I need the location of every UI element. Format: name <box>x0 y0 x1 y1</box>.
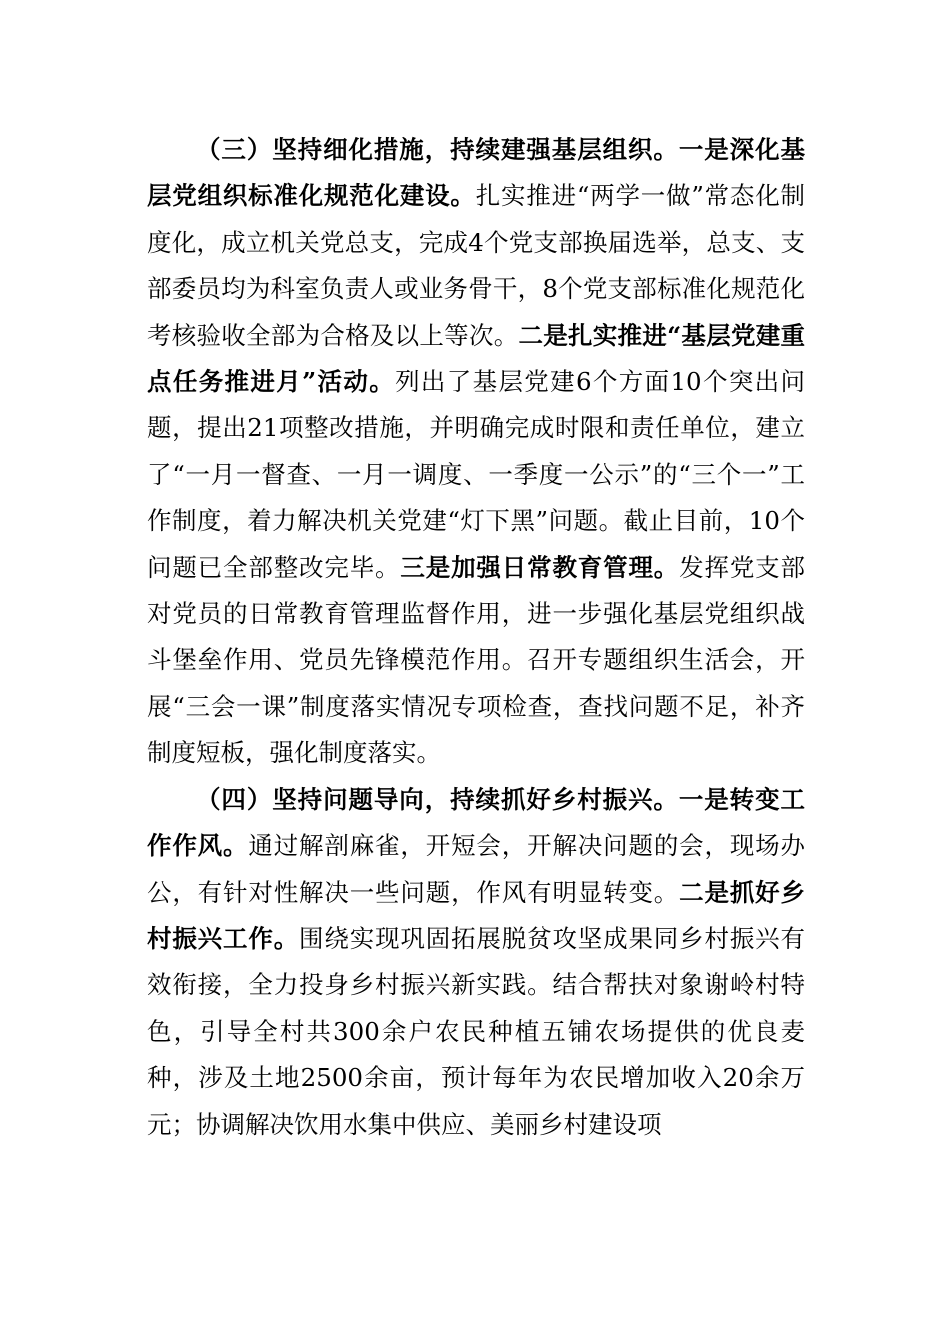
paragraph-section-three <box>147 127 805 777</box>
point-one-heading: 一是深化基层党组织标准化规范化建设。 <box>147 135 806 211</box>
point-two-body: 列出了基层党建6个方面10个突出问题，提出21项整改措施，并明确完成时限和责任单位，建立了“一月一督查、一月一调度、一季度一公示”的“三个一”工作制度，着力解决机关党建“灯下黑”问题。截止目前，10个问题已全部整改完毕。 <box>147 367 806 582</box>
paragraph-section-four <box>147 777 805 1148</box>
point-two-heading: 二是扎实推进“基层党建重点任务推进月”活动。 <box>147 320 805 397</box>
section-four-point-one-body: 通过解剖麻雀，开短会，开解决问题的会，现场办公，有针对性解决一些问题，作风有明显转变。 <box>147 831 806 907</box>
document-page <box>147 127 805 1148</box>
point-three-heading: 三是加强日常教育管理。 <box>400 552 680 582</box>
point-one-body: 扎实推进“两学一做”常态化制度化，成立机关党总支，完成4个党支部换届选举，总支、支部委员均为科室负责人或业务骨干，8个党支部标准化规范化考核验收全部为合格及以上等次。 <box>147 181 805 350</box>
section-four-point-one-heading: 一是转变工作作风。 <box>147 784 806 861</box>
section-four-point-two-body: 围绕实现巩固拓展脱贫攻坚成果同乡村振兴有效衔接，全力投身乡村振兴新实践。结合帮扶对象谢岭村特色，引导全村共300余户农民种植五铺农场提供的优良麦种，涉及土地2500余亩，预计每年为农民增加收入20余万元；协调解决饮用水集中供应、美丽乡村建设项 <box>147 923 806 1139</box>
point-three-body: 发挥党支部对党员的日常教育管理监督作用，进一步强化基层党组织战斗堡垒作用、党员先锋模范作用。召开专题组织生活会，开展“三会一课”制度落实情况专项检查，查找问题不足，补齐制度短板，强化制度落实。 <box>147 552 806 768</box>
section-four-point-two-heading: 二是抓好乡村振兴工作。 <box>147 877 806 953</box>
section-three-heading: （三）坚持细化措施，持续建强基层组织。 <box>196 135 679 164</box>
section-four-heading: （四）坚持问题导向，持续抓好乡村振兴。 <box>196 784 679 814</box>
